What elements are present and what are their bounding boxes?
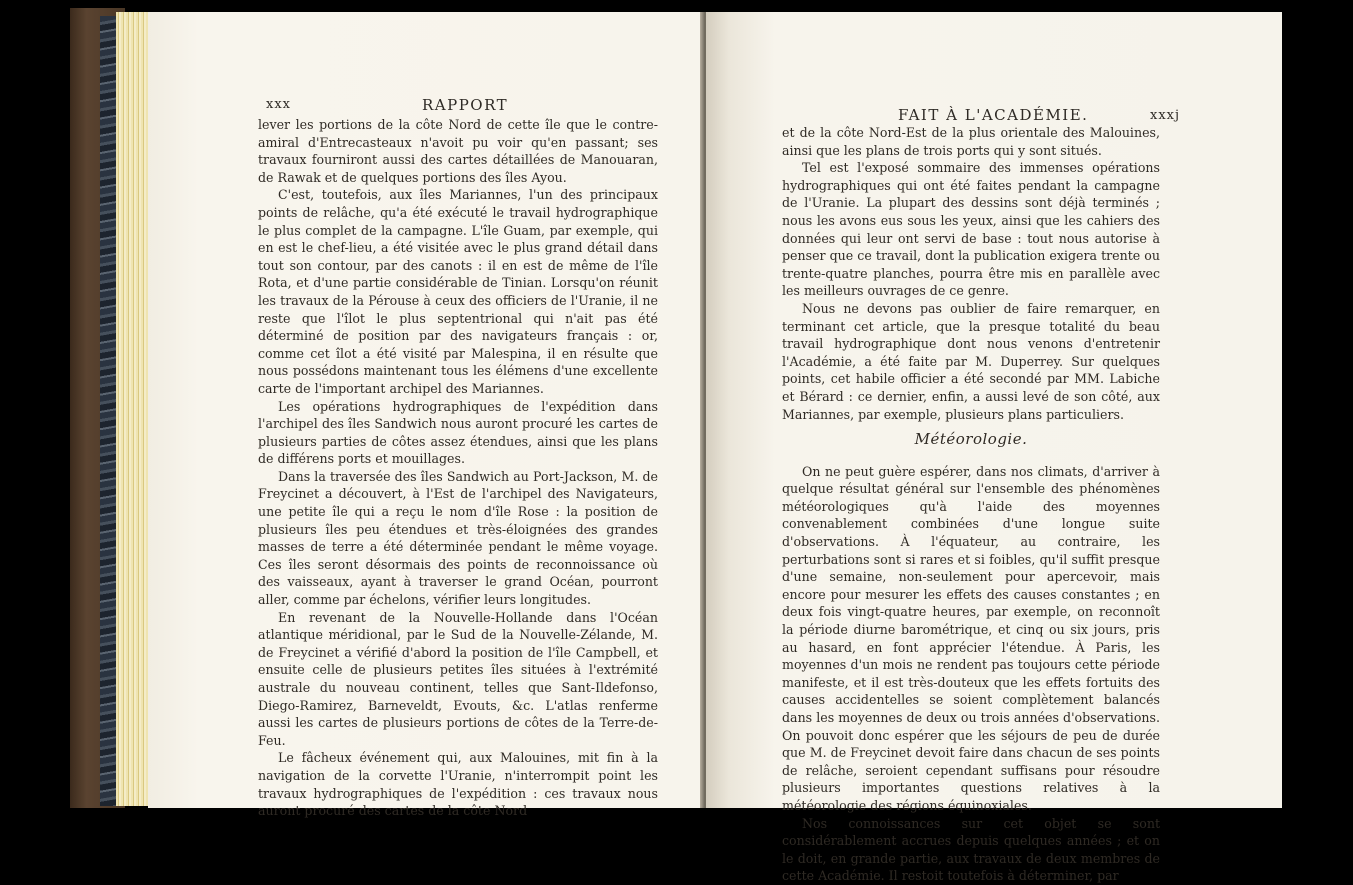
left-page-number: xxx bbox=[266, 97, 291, 112]
right-paragraph-4: On ne peut guère espérer, dans nos climats, d'arriver à quelque résultat général sur l'ensemble des phénomènes météorologiques qu'à l'aide des moyennes convenablement combinées d'une longue suite d'observations. À l'équateur, au contraire, les perturbations sont si rares et si foibles, qu'il suffit presque d'une semaine, non-seulement pour apercevoir, mais encore pour mesurer les effets des causes constantes ; en deux fois vingt-quatre heures, par exemple, on reconnoît la période diurne barométrique, et cinq ou six jours, pris au hasard, en font apprécier l'étendue. À Paris, les moyennes d'un mois ne rendent pas toujours cette période manifeste, et il est très-douteux que les effets fortuits des causes accidentelles se soient complètement balancés dans les moyennes de deux ou trois années d'observations. On pouvoit donc espérer que les séjours de peu de durée que M. de Freycinet devoit faire dans chacun de ses points de relâche, seroient cependant suffisans pour résoudre plusieurs importantes questions relatives à la météorologie des régions équinoxiales. bbox=[782, 463, 1160, 813]
left-page-text bbox=[258, 116, 658, 820]
open-book bbox=[70, 8, 1282, 884]
right-paragraph-1: et de la côte Nord-Est de la plus orientale des Malouines, ainsi que les plans de trois ports qui y sont situés. bbox=[782, 125, 1160, 158]
left-paragraph-4: Dans la traversée des îles Sandwich au Port-Jackson, M. de Freycinet a découvert, à l'Est de l'archipel des Navigateurs, une petite île qui a reçu le nom d'île Rose : la position de plusieurs îles peu étendues et très-éloignées des grandes masses de terre a été déterminée pendant le même voyage. Ces îles seront désormais des points de reconnoissance où des vaisseaux, ayant à traverser le grand Océan, pourront aller, comme par échelons, vérifier leurs longitudes. bbox=[258, 468, 658, 608]
right-paragraph-5: Nos connoissances sur cet objet se sont considérablement accrues depuis quelques années ; et on le doit, en grande partie, aux travaux de deux membres de cette Académie. Il restoit toutefois à déterminer, par bbox=[782, 815, 1160, 884]
right-page-text bbox=[782, 124, 1160, 885]
section-title-meteorologie: Météorologie. bbox=[914, 430, 1028, 449]
left-paragraph-6: Le fâcheux événement qui, aux Malouines, mit fin à la navigation de la corvette l'Uranie, n'interrompit point les travaux hydrographiques de l'expédition : ces travaux nous auront procuré des cartes de la côte Nord bbox=[258, 750, 658, 819]
left-paragraph-5: En revenant de la Nouvelle-Hollande dans l'Océan atlantique méridional, par le Sud de la Nouvelle-Zélande, M. de Freycinet a vérifié d'abord la position de l'île Campbell, et ensuite celle de plusieurs petites îles situées à l'extrémité australe du nouveau continent, telles que Sant-Ildefonso, Diego-Ramirez, Barneveldt, Evouts, &c. L'atlas renferme aussi les cartes de plusieurs portions de côtes de la Terre-de-Feu. bbox=[258, 609, 658, 748]
page-edges bbox=[116, 12, 152, 806]
left-paragraph-1: lever les portions de la côte Nord de cette île que le contre-amiral d'Entrecasteaux n'avoit pu voir qu'en passant; ses travaux fourniront aussi des cartes détaillées de Manouaran, de Rawak et de quelques portions des îles Ayou. bbox=[258, 117, 658, 185]
left-page bbox=[148, 12, 780, 819]
right-page bbox=[706, 12, 1282, 884]
right-running-head: FAIT À L'ACADÉMIE. bbox=[898, 106, 1089, 124]
left-paragraph-3: Les opérations hydrographiques de l'expédition dans l'archipel des îles Sandwich nous auront procuré les cartes de plusieurs parties de côtes assez étendues, ainsi que les plans de différens ports et mouillages. bbox=[258, 398, 658, 467]
marbled-endpaper bbox=[100, 16, 116, 806]
right-paragraph-2: Tel est l'exposé sommaire des immenses opérations hydrographiques qui ont été faites pendant la campagne de l'Uranie. La plupart des dessins sont déjà terminés ; nous les avons eus sous les yeux, ainsi que les cahiers des données qui leur ont servi de base : tout nous autorise à penser que ce travail, dont la publication exigera trente ou trente-quatre planches, pourra être mis en parallèle avec les meilleurs ouvrages de ce genre. bbox=[782, 160, 1160, 299]
right-page-number: xxxj bbox=[1150, 108, 1181, 123]
left-paragraph-2: C'est, toutefois, aux îles Mariannes, l'un des principaux points de relâche, qu'a été exécuté le travail hydrographique le plus complet de la campagne. L'île Guam, par exemple, qui en est le chef-lieu, a été visitée avec le plus grand détail dans tout son contour, par des canots : il en est de même de l'île Rota, et d'une partie considérable de Tinian. Lorsqu'on réunit les travaux de la Pérouse à ceux des officiers de l'Uranie, il ne reste que l'îlot le plus septentrional qui n'ait pas été déterminé de position par des navigateurs français : or, comme cet îlot a été visité par Malespina, il en résulte que nous possédons maintenant tous les élémens d'une excellente carte de l'important archipel des Mariannes. bbox=[258, 187, 658, 396]
right-paragraph-3: Nous ne devons pas oublier de faire remarquer, en terminant cet article, que la presque totalité du beau travail hydrographique dont nous venons d'entretenir l'Académie, a été faite par M. Duperrey. Sur quelques points, cet habile officier a été secondé par MM. Labiche et Bérard : ce dernier, enfin, a aussi levé de son côté, aux Mariannes, par exemple, plusieurs plans particuliers. bbox=[782, 300, 1160, 422]
left-running-head: RAPPORT bbox=[422, 96, 509, 114]
